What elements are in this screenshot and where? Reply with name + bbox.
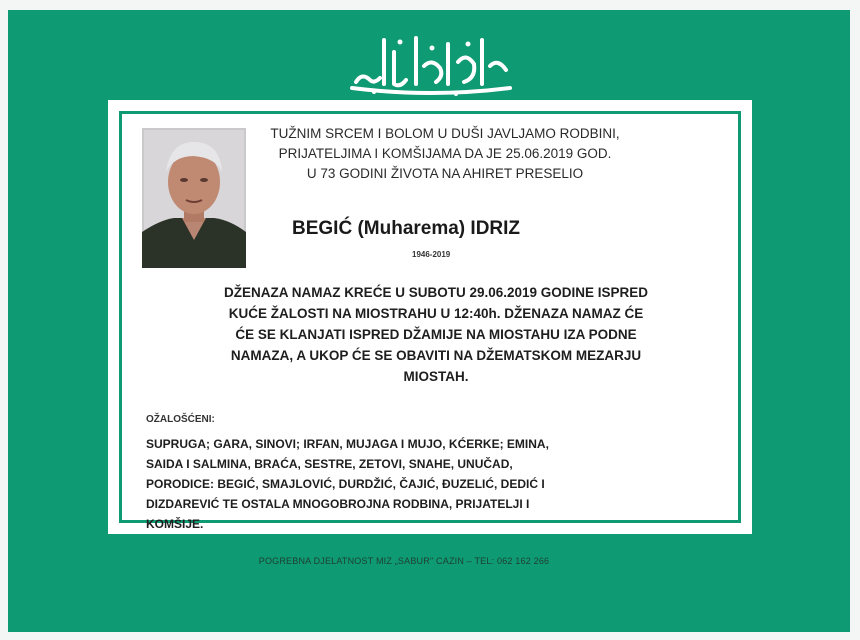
deceased-name: BEGIĆ (Muharema) IDRIZ <box>292 218 521 239</box>
life-years: 1946-2019 <box>412 250 451 259</box>
mourners-line: PORODICE: BEGIĆ, SMAJLOVIĆ, DURDŽIĆ, ČAJIĆ, ĐUZELIĆ, DEDIĆ I <box>146 477 545 491</box>
announcement-line: U 73 GODINI ŽIVOTA NA AHIRET PRESELIO <box>306 166 584 181</box>
funeral-line: DŽENAZA NAMAZ KREĆE U SUBOTU 29.06.2019 GODINE ISPRED <box>223 285 649 300</box>
funeral-details <box>166 282 706 387</box>
mourners-label: OŽALOŠĆENI: <box>146 414 215 425</box>
deceased-photo <box>142 128 246 268</box>
funeral-line: NAMAZA, A UKOP ĆE SE OBAVITI NA DŽEMATSKOM MEZARJU <box>230 348 642 363</box>
footer-text: POGREBNA DJELATNOST MIZ „SABUR" CAZIN – TEL: 062 162 266 <box>258 556 550 566</box>
notice-frame <box>108 100 752 534</box>
arabic-calligraphy <box>340 22 520 100</box>
announcement-line: PRIJATELJIMA I KOMŠIJAMA DA JE 25.06.2019 GOD. <box>278 146 612 161</box>
mourners-line: DIZDAREVIĆ TE OSTALA MNOGOBROJNA RODBINA, PRIJATELJI I <box>146 497 530 511</box>
mourners-line: SUPRUGA; GARA, SINOVI; IRFAN, MUJAGA I MUJO, KĆERKE; EMINA, <box>146 437 549 451</box>
announcement-line: TUŽNIM SRCEM I BOLOM U DUŠI JAVLJAMO RODBINI, <box>270 126 620 141</box>
mourners-list <box>146 434 686 534</box>
funeral-line: MIOSTAH. <box>403 369 469 384</box>
funeral-line: KUĆE ŽALOSTI NA MIOSTRAHU U 12:40h. DŽENAZA NAMAZ ĆE <box>228 306 644 321</box>
mourners-line: SAIDA I SALMINA, BRAĆA, SESTRE, ZETOVI, SNAHE, UNUČAD, <box>146 457 513 471</box>
mourners-line: KOMŠIJE. <box>146 517 204 531</box>
funeral-line: ĆE SE KLANJATI ISPRED DŽAMIJE NA MIOSTAHU IZA PODNE <box>235 327 637 342</box>
announcement-text <box>250 124 640 184</box>
funeral-service-footer <box>0 556 860 566</box>
